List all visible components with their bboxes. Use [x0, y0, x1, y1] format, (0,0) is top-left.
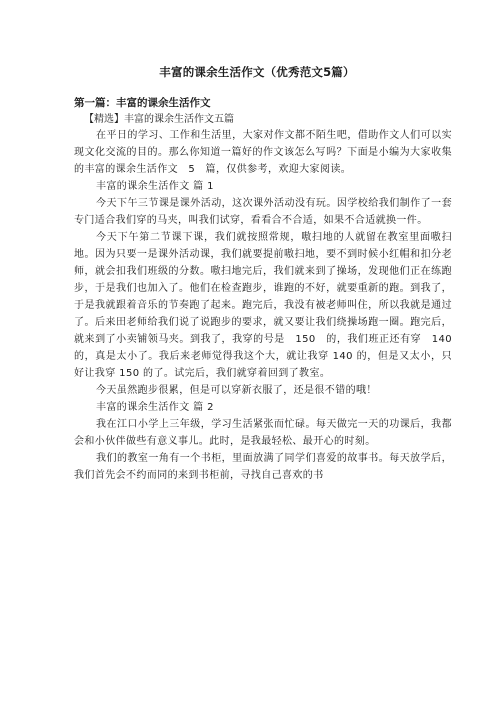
essay-2-paragraph-2: 我们的教室一角有一个书柜，里面放满了同学们喜爱的故事书。每天放学后，我们首先会不约而同的来到书柜前，寻找自己喜欢的书 — [74, 453, 452, 481]
essay-1-paragraph-1: 今天下午三节课是课外活动，这次课外活动没有玩。因学校给我们制作了一套专门适合我们穿的马夹，叫我们试穿，看看合不合适，如果不合适就换一件。 — [74, 198, 452, 226]
essay-1-paragraph-2: 今天下午第二节课下课，我们就按照常规，嗷扫地的人就留在教室里面嗷扫地。因为只要一是课外活动课，我们就要提前嗷扫地，要不到时候小红帽和扣分老师，就会扣我们班级的分数。嗷扫地完后，我们就来到了操场，发现他们正在练跑步，于是我们也加入了。他们在检查跑步，谁跑的不好，就要重新的跑。到我了，于是我就跟着音乐的节奏跑了起来。跑完后，我没有被老师叫住，所以我就是通过了。后来田老师给我们说了说跑步的要求，就又要让我们绕操场跑一圈。跑完后，就来到了小卖铺领马夹。到我了，我穿的号是 150 的，我们班正还有穿 140 的，真是太小了。我后来老师觉得我这个大，就让我穿 140 的，但是又太小，只好让我穿 150 的了。试完后，我们就穿着回到了教室。 — [74, 232, 463, 379]
section-heading: 第一篇：丰富的课余生活作文 — [74, 97, 211, 109]
document-title: 丰富的课余生活作文（优秀范文5篇） — [159, 65, 355, 79]
essay-2-heading: 丰富的课余生活作文 篇 2 — [96, 402, 214, 413]
essay-1-heading: 丰富的课余生活作文 篇 1 — [96, 181, 214, 192]
essay-1-paragraph-3: 今天虽然跑步很累，但是可以穿新衣服了，还是很不错的哦！ — [96, 385, 377, 396]
intro-paragraph: 在平日的学习、工作和生活里，大家对作文都不陌生吧，借助作文人们可以实现文化交流的目的。那么你知道一篇好的作文该怎么写吗？下面是小编为大家收集的丰富的课余生活作文 5 篇，仅供参考，欢迎大家阅读。 — [74, 130, 452, 175]
document-page — [62, 64, 463, 484]
essay-2-paragraph-1: 我在江口小学上三年级，学习生活紧张而忙碌。每天做完一天的功课后，我都会和小伙伴做些有意义事儿。此时，是我最轻松、最开心的时刻。 — [74, 419, 452, 447]
section-subtitle: 【精选】丰富的课余生活作文五篇 — [84, 114, 234, 125]
